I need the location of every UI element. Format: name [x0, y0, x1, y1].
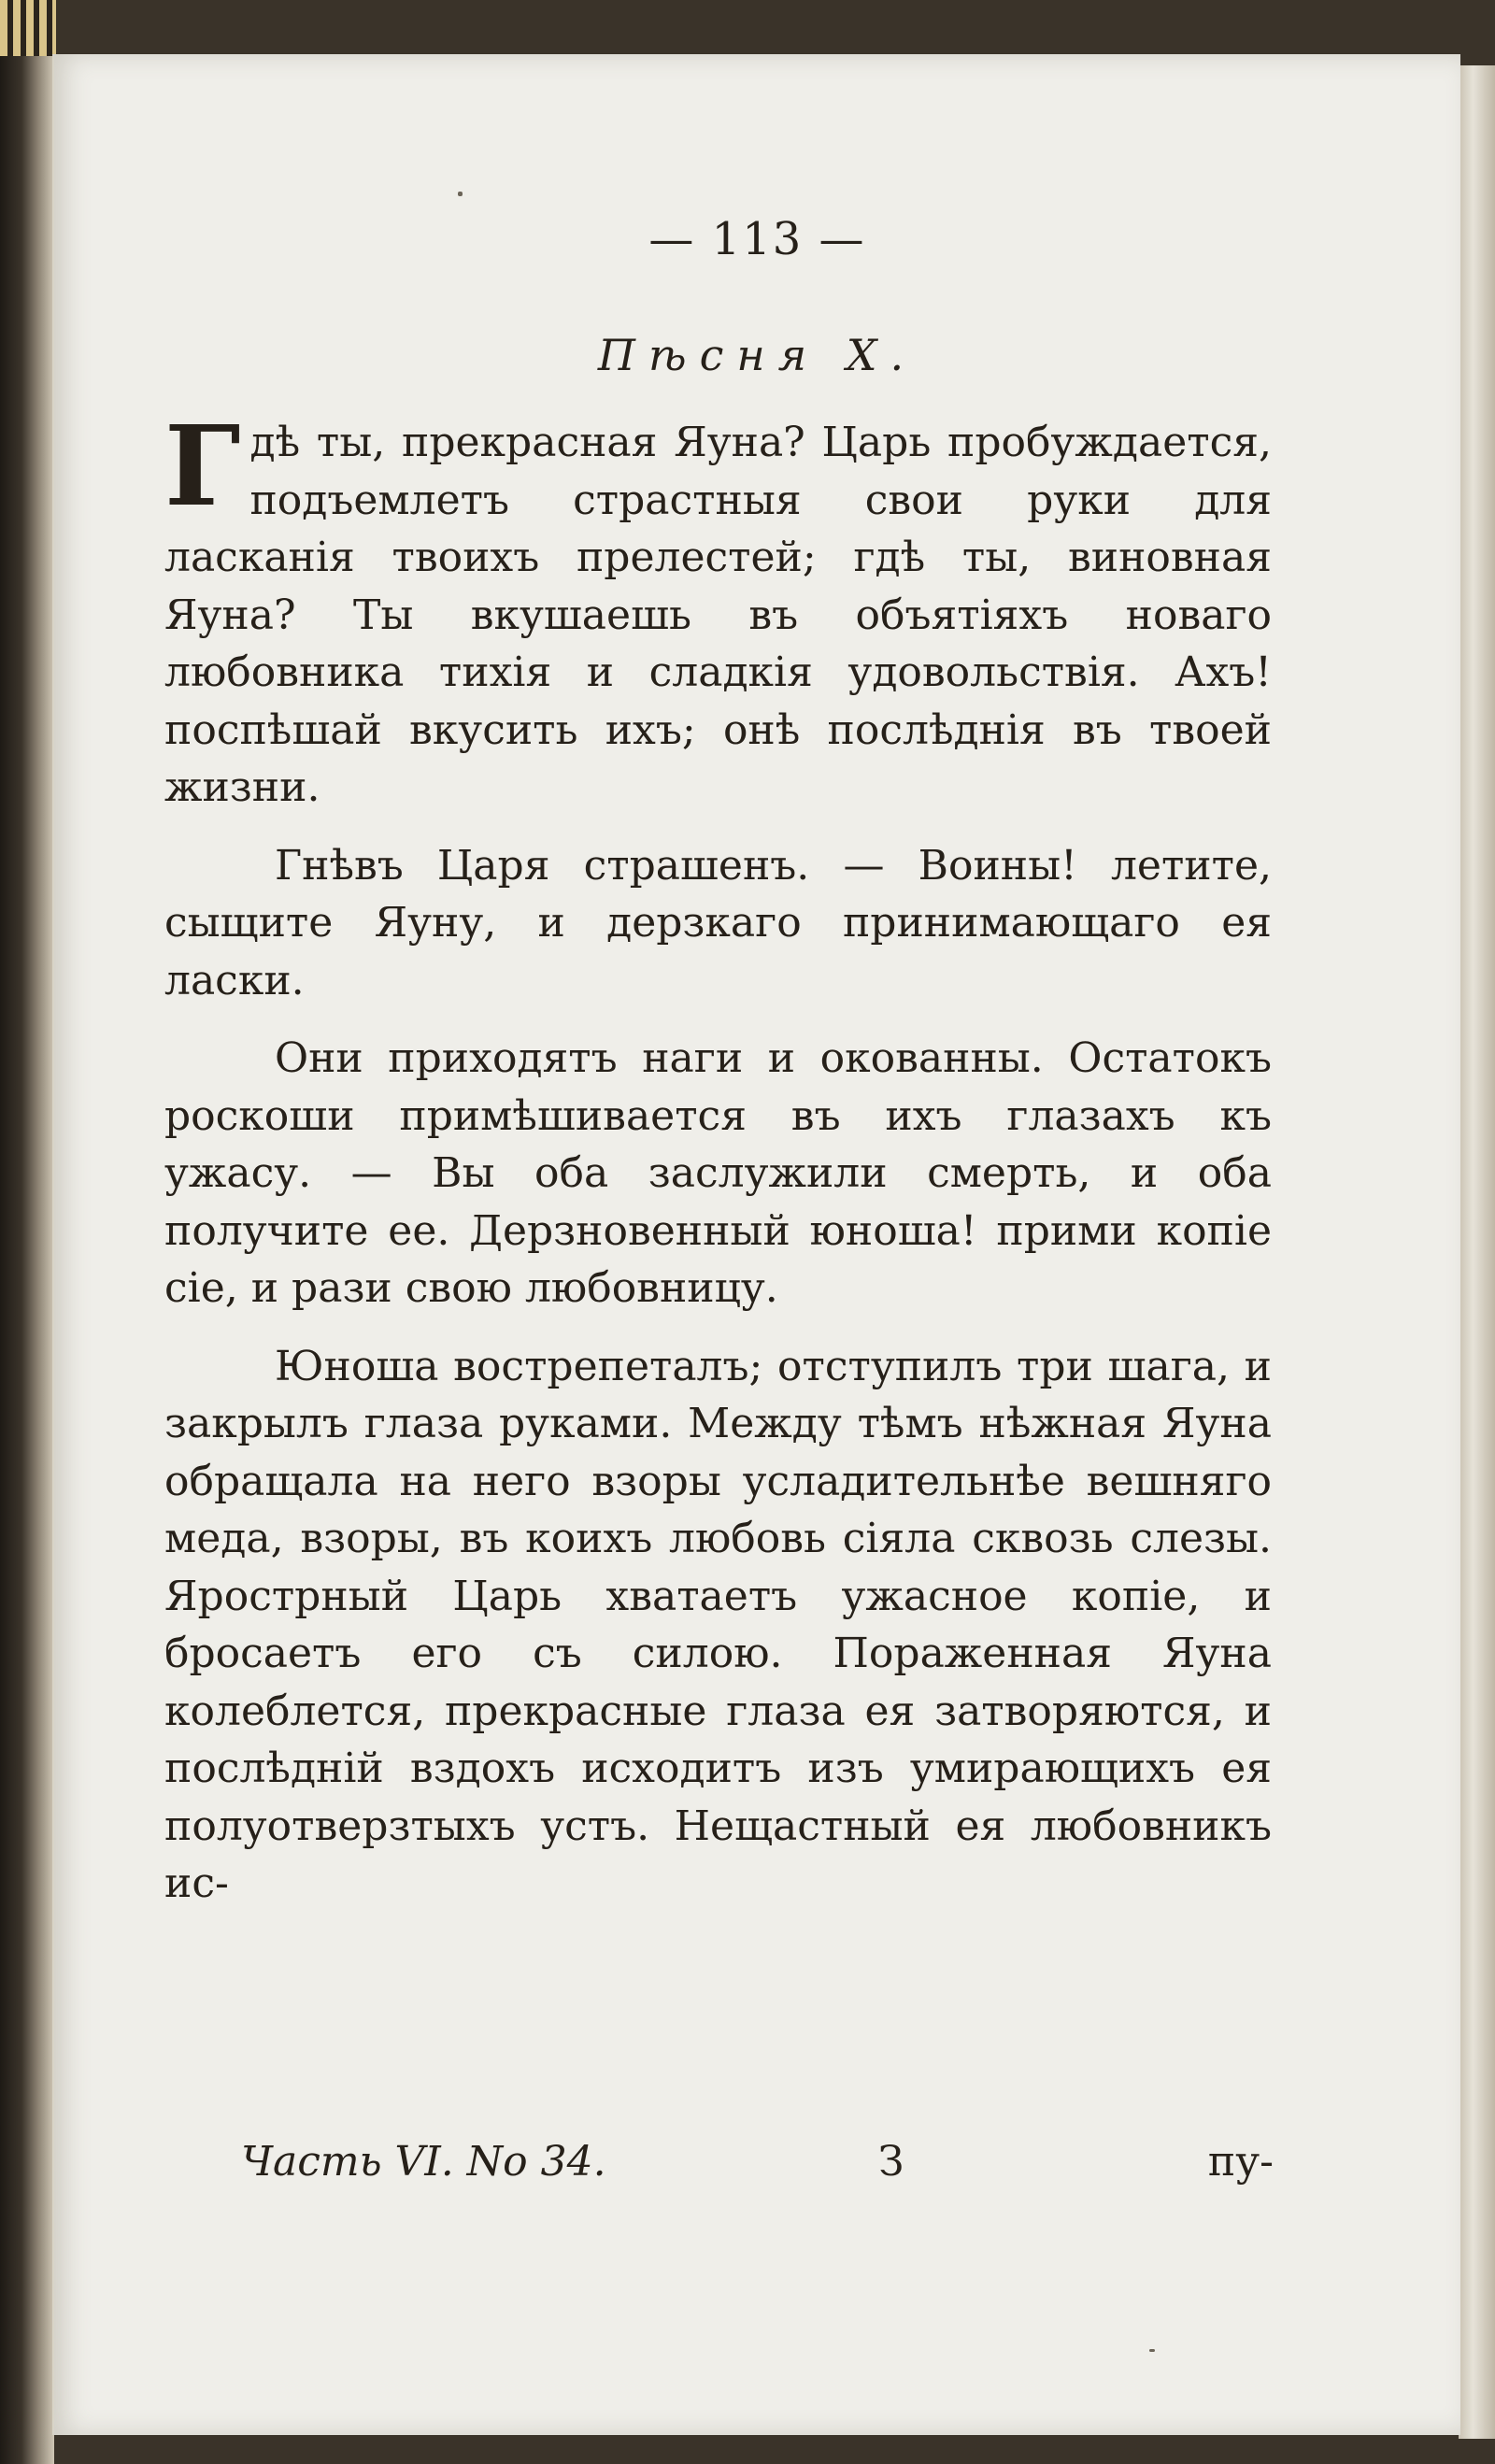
song-title: Пѣсня X. — [597, 330, 918, 380]
page-edge — [1459, 65, 1495, 2439]
paper-speck — [458, 192, 463, 196]
drop-cap: Г — [164, 401, 241, 531]
gathering-mark: З — [878, 2138, 904, 2186]
body-text — [164, 401, 1272, 1913]
paper-speck — [1149, 2349, 1155, 2352]
binding-thread — [0, 0, 56, 56]
catchword: пу- — [1207, 2138, 1274, 2186]
paragraph-1 — [164, 401, 1272, 817]
paragraph-1-text: дѣ ты, прекрасная Яуна? Царь пробуждается, подъемлетъ страстныя свои руки для ласканія твоихъ прелестей; гдѣ ты, виновная Яуна? Ты вкушаешь въ объятіяхъ новаго любовника тихія и сладкія удовольствія. Ахъ! поспѣшай вкусить ихъ; онѣ послѣднія въ твоей жизни. — [164, 419, 1272, 811]
page-number-header: — 113 — — [648, 213, 866, 265]
signature-mark: Часть VI. No 34. — [241, 2138, 606, 2186]
book-binding — [0, 0, 54, 2464]
paragraph-4: Юноша вострепеталъ; отступилъ три шага, и закрылъ глаза руками. Между тѣмъ нѣжная Яуна обращала на него взоры усладительнѣе вешняго меда, взоры, въ коихъ любовь сіяла сквозь слезы. Ярострный Царь хватаетъ ужасное копіе, и бросаетъ его съ силою. Пораженная Яуна колеблется, прекрасные глаза ея затворяются, и послѣдній вздохъ исходитъ изъ умирающихъ ея полуотверзтыхъ устъ. Нещастный ея любовникъ ис- — [164, 1342, 1272, 1907]
paragraph-2: Гнѣвъ Царя страшенъ. — Воины! летите, сыщите Яуну, и дерзкаго принимающаго ея ласки. — [164, 841, 1272, 1004]
page-footer — [204, 2138, 1274, 2194]
paragraph-3: Они приходятъ наги и окованны. Остатокъ роскоши примѣшивается въ ихъ глазахъ къ ужасу. — Вы оба заслужили смерть, и оба получите ее. Дерзновенный юноша! прими копіе сіе, и рази свою любовницу. — [164, 1034, 1272, 1312]
book-page — [52, 54, 1460, 2435]
